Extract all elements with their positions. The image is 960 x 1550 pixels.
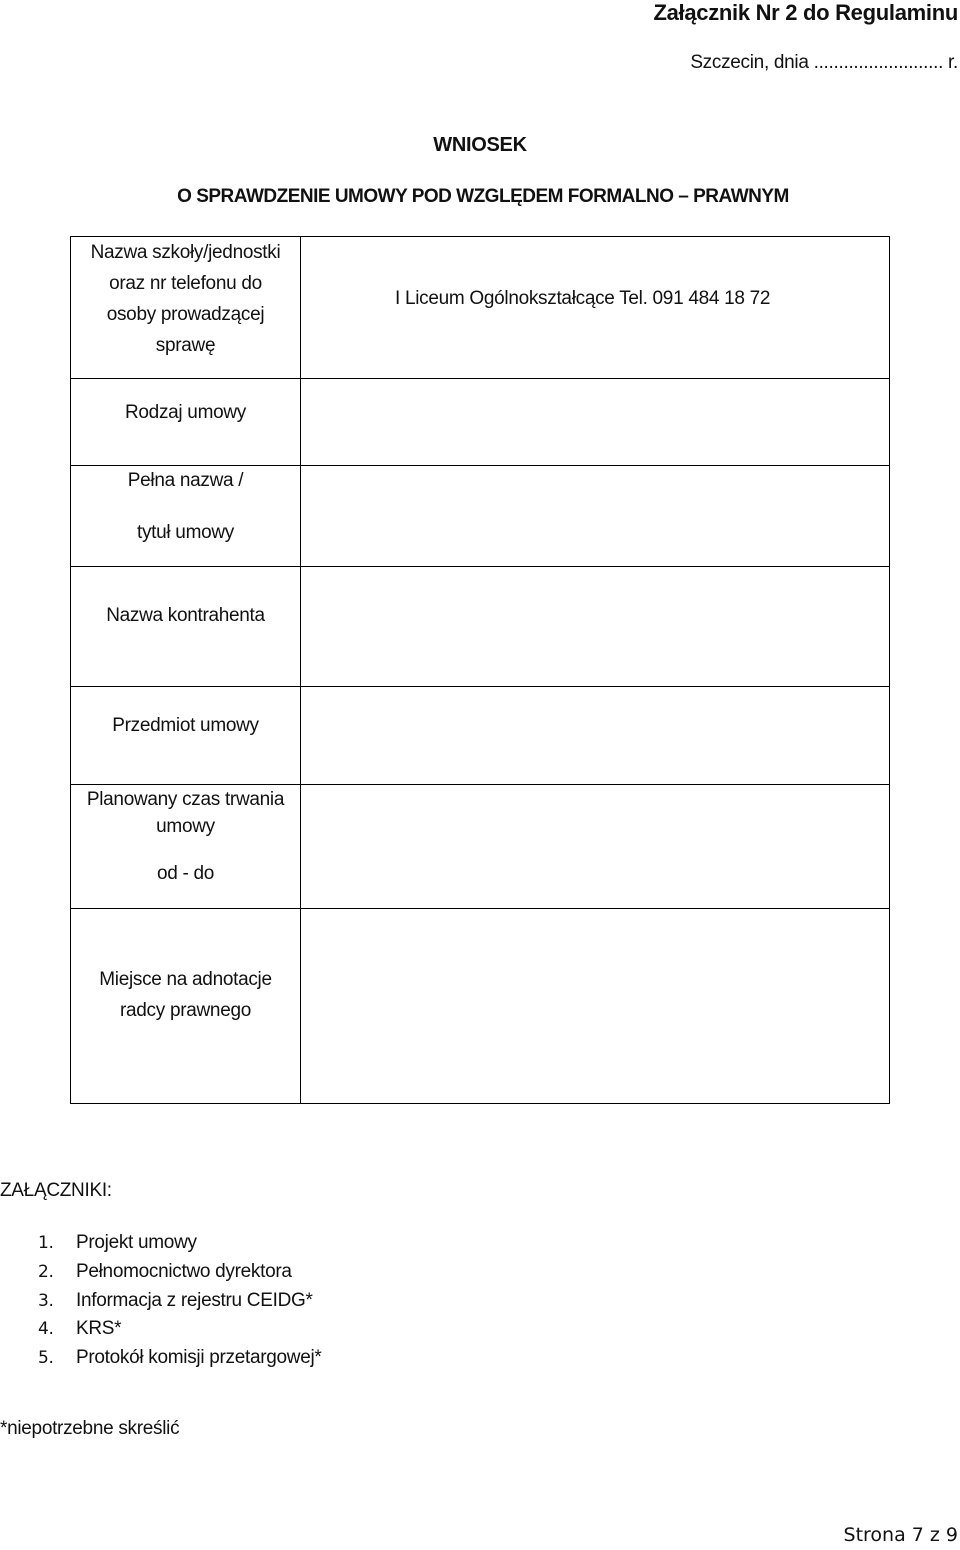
school-label-line-1: Nazwa szkoły/jednostki [90,242,281,263]
subject-label: Przedmiot umowy [112,715,259,736]
attachment-item [38,1258,322,1287]
attachment-item [38,1315,322,1344]
attachment-text: KRS* [76,1318,122,1340]
attachment-text: Protokół komisji przetargowej* [76,1347,322,1369]
duration-label-line-1: Planowany czas trwania [86,789,285,810]
document-title: WNIOSEK [433,134,527,156]
school-value-cell[interactable] [301,237,890,379]
subject-label-cell [71,687,301,785]
form-row-contractor [71,567,890,687]
page-number: Strona 7 z 9 [843,1524,958,1546]
footnote: *niepotrzebne skreślić [0,1418,180,1439]
legal-notes-label-line-2: radcy prawnego [120,1000,251,1021]
legal-notes-label-cell [71,909,301,1104]
contract-type-label-cell [71,379,301,466]
attachment-number: 3. [38,1290,54,1311]
contractor-label-cell [71,567,301,687]
request-form-table [70,236,890,1104]
attachment-number: 4. [38,1319,54,1340]
duration-value-cell[interactable] [301,785,890,909]
attachment-text: Projekt umowy [76,1232,197,1253]
contract-title-label-line-1: Pełna nazwa / [127,470,244,491]
contract-type-label: Rodzaj umowy [124,402,246,423]
duration-label-line-2: umowy [156,816,215,837]
form-row-contract-type [71,379,890,466]
form-row-school [71,237,890,379]
attachment-title: Załącznik Nr 2 do Regulaminu [653,0,958,25]
school-label-line-3: osoby prowadzącej [106,304,265,325]
form-row-duration [71,785,890,909]
attachment-item [38,1287,322,1316]
form-row-subject [71,687,890,785]
attachment-item [38,1344,322,1373]
school-label-line-2: oraz nr telefonu do [109,273,262,294]
attachment-text: Informacja z rejestru CEIDG* [76,1289,313,1311]
attachments-header: ZAŁĄCZNIKI: [0,1180,112,1201]
attachment-item [38,1229,322,1258]
form-row-legal-notes [71,909,890,1104]
school-value-text: I Liceum Ogólnokształcące Tel. 091 484 18 72 [395,287,771,309]
attachment-number: 2. [38,1261,54,1282]
contract-type-value-cell[interactable] [301,379,890,466]
attachments-list [38,1229,322,1373]
legal-notes-label-line-1: Miejsce na adnotacje [99,969,272,990]
contract-title-label-cell [71,466,301,567]
place-date-line: Szczecin, dnia .......................... r. [690,52,958,73]
contractor-label: Nazwa kontrahenta [106,605,265,626]
form-row-contract-title [71,466,890,567]
document-subtitle: O SPRAWDZENIE UMOWY POD WZGLĘDEM FORMALNO – PRAWNYM [177,186,789,207]
attachment-number: 1. [38,1233,54,1253]
contractor-value-cell[interactable] [301,567,890,687]
school-label-line-4: sprawę [155,335,216,356]
subject-value-cell[interactable] [301,687,890,785]
legal-notes-value-cell[interactable] [301,909,890,1104]
attachment-text: Pełnomocnictwo dyrektora [76,1260,292,1282]
contract-title-value-cell[interactable] [301,466,890,567]
school-label-cell [71,237,301,379]
attachment-number: 5. [38,1348,54,1369]
contract-title-label-line-2: tytuł umowy [136,522,234,543]
duration-label-line-3: od - do [156,863,215,884]
duration-label-cell [71,785,301,909]
